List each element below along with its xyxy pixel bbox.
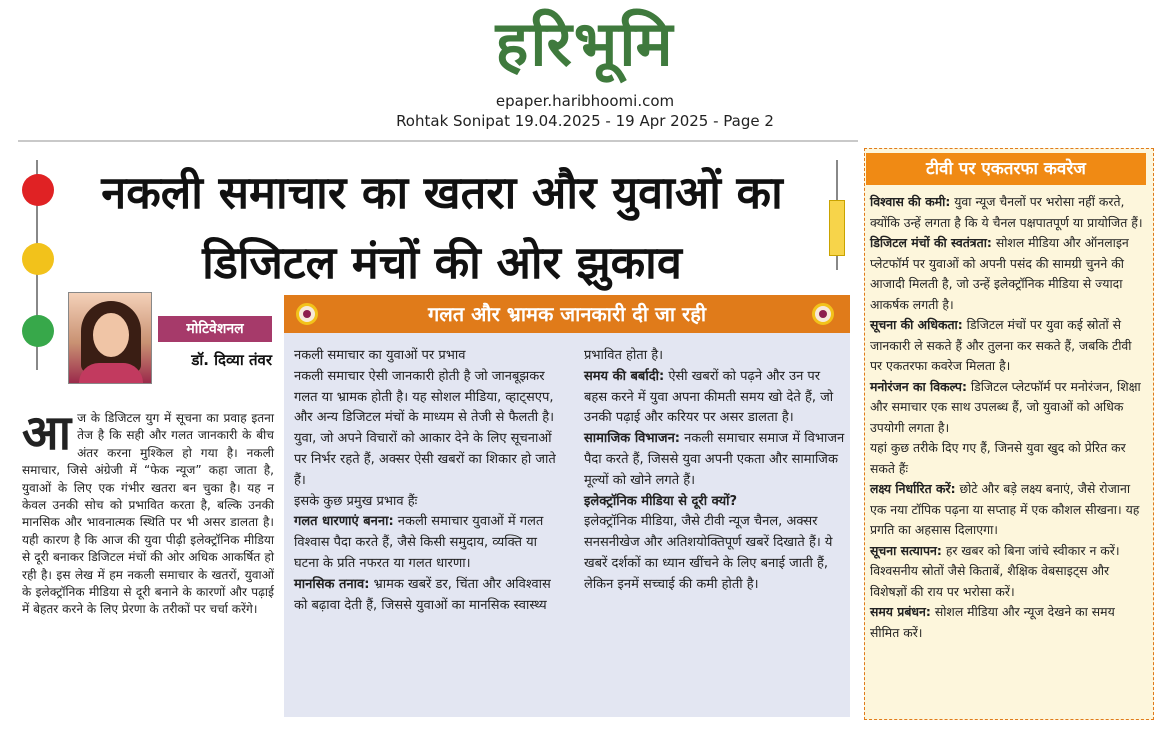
sidebar-item: डिजिटल मंचों की स्वतंत्रता: सोशल मीडिया और ऑनलाइन प्लेटफॉर्म पर युवाओं को अपनी पसंद की सामग्री चुनने की आजादी मिलती है, जो उन्हें इलेक्ट्रॉनिक मीडिया से ज्यादा आकर्षक लगती है। [870, 235, 1129, 312]
sidebar-item: मनोरंजन का विकल्प: डिजिटल प्लेटफॉर्म पर मनोरंजन, शिक्षा और समाचार एक साथ उपलब्ध हैं, जो युवाओं को अधिक उपयोगी लगता है। [870, 378, 1141, 435]
article-headline: नकली समाचार का खतरा और युवाओं का डिजिटल मंचों की ओर झुकाव [101, 166, 783, 289]
masthead [0, 0, 1170, 88]
paragraph: नकली समाचार का युवाओं पर प्रभाव [294, 348, 466, 363]
sidebar-item: लक्ष्य निर्धारित करें: छोटे और बड़े लक्ष्य बनाएं, जैसे रोजाना एक नया टॉपिक पढ़ना या सप्ताह में एक कौशल सीखना। यह प्रगति का अहसास दिलाएगा। [870, 481, 1140, 537]
paragraph: नकली समाचार ऐसी जानकारी होती है जो जानबूझकर गलत या भ्रामक होती है। यह सोशल मीडिया, व्हाट्सएप, और अन्य डिजिटल मंचों के माध्यम से तेजी से फैलती है। युवा, जो अपने विचारों को आकार देने के लिए सूचनाओं पर निर्भर रहते हैं, अक्सर ऐसी खबरों का शिकार हो जाते हैं। [294, 368, 556, 488]
red-light-icon [22, 174, 54, 206]
drop-cap: आ [22, 405, 72, 461]
category-kicker: मोटिवेशनल [158, 316, 272, 342]
sidebar-item: सूचना सत्यापन: हर खबर को बिना जांचे स्वीकार न करें। विश्वसनीय स्रोतों जैसे किताबें, शैक्षिक वेबसाइट्स और विशेषज्ञों की राय पर भरोसा करें। [870, 542, 1120, 599]
paragraph: समय की बर्बादी: ऐसी खबरों को पढ़ने और उन पर बहस करने में युवा अपना कीमती समय खो देते हैं, जो उनकी पढ़ाई और करियर पर असर डालता है। [584, 368, 834, 426]
panel-heading: गलत और भ्रामक जानकारी दी जा रही [284, 295, 850, 333]
sidebar-item: विश्वास की कमी: युवा न्यूज चैनलों पर भरोसा नहीं करते, क्योंकि उन्हें लगता है कि ये चैनल पक्षपातपूर्ण या प्रायोजित हैं। [870, 194, 1143, 230]
divider [18, 140, 858, 142]
site-url: epaper.haribhoomi.com [495, 92, 675, 110]
green-light-icon [22, 315, 54, 347]
paragraph: इलेक्ट्रॉनिक मीडिया से दूरी क्यों? [584, 493, 738, 509]
edition-info: Rohtak Sonipat 19.04.2025 - 19 Apr 2025 - Page 2 [396, 112, 774, 130]
paragraph: इलेक्ट्रॉनिक मीडिया, जैसे टीवी न्यूज चैनल, अक्सर सनसनीखेज और अतिशयोक्तिपूर्ण खबरें दिखाते हैं। ये खबरें दर्शकों का ध्यान खींचने के लिए बनाई जाती हैं, लेकिन इनमें सच्चाई की कमी होती है। [584, 514, 833, 592]
panel-column-2 [584, 346, 846, 596]
article-intro [22, 405, 274, 619]
sidebar-heading: टीवी पर एकतरफा कवरेज [866, 153, 1146, 185]
sidebar-item: सूचना की अधिकता: डिजिटल मंचों पर युवा कई स्रोतों से जानकारी ले सकते हैं और तुलना कर सकते हैं, जबकि टीवी पर एकतरफा कवरेज मिलता है। [870, 317, 1132, 373]
bullet-dot-icon [296, 303, 318, 325]
sidebar-item: समय प्रबंधन: सोशल मीडिया और न्यूज देखने का समय सीमित करें। [870, 604, 1115, 640]
sidebar-item: यहां कुछ तरीके दिए गए हैं, जिनसे युवा खुद को प्रेरित कर सकते हैंः [870, 440, 1126, 476]
sidebar-body [870, 192, 1146, 643]
yellow-light-icon [22, 243, 54, 275]
bullet-dot-icon [812, 303, 834, 325]
author-byline: डॉ. दिव्या तंवर [191, 351, 272, 369]
newspaper-logo: हरिभूमि [495, 7, 675, 80]
paragraph: गलत धारणाएं बनना: नकली समाचार युवाओं में गलत विश्वास पैदा करते हैं, जैसे किसी समुदाय, व्यक्ति या घटना के प्रति नफरत या गलत धारणा। [294, 514, 544, 571]
paragraph: सामाजिक विभाजन: नकली समाचार समाज में विभाजन पैदा करते हैं, जिससे युवा अपनी एकता और सामाजिक मूल्यों को खोने लगते हैं। [584, 431, 845, 488]
paragraph: मानसिक तनाव: भ्रामक खबरें डर, चिंता और अविश्वास को बढ़ावा देती हैं, जिससे युवाओं का मानसिक स्वास्थ्य [294, 576, 551, 613]
paragraph: इसके कुछ प्रमुख प्रभाव हैंः [294, 493, 418, 509]
intro-text: ज के डिजिटल युग में सूचना का प्रवाह इतना तेज है कि सही और गलत जानकारी के बीच अंतर करना मुश्किल हो गया है। नकली समाचार, जिसे अंग्रेजी में “फेक न्यूज” कहा जाता है, युवाओं के लिए एक गंभीर खतरा बन चुका है। यह न केवल उनकी सोच को प्रभावित करता है, बल्कि उनकी मानसिक और भावनात्मक स्थिति पर भी असर डालता है। यही कारण है कि आज की युवा पीढ़ी इलेक्ट्रॉनिक मीडिया से दूरी बनाकर डिजिटल मंचों की ओर अधिक आकर्षित हो रही है। इस लेख में हम नकली समाचार के खतरों, युवाओं के इलेक्ट्रॉनिक मीडिया से दूरी बनाने के कारणों और पढ़ाई में बेहतर करने के लिए प्रेरणा के तरीकों पर चर्चा करेंगे। [22, 411, 274, 617]
paragraph: प्रभावित होता है। [584, 348, 664, 363]
signal-bar-icon [829, 200, 845, 256]
panel-column-1 [294, 346, 564, 616]
author-photo [68, 292, 152, 384]
